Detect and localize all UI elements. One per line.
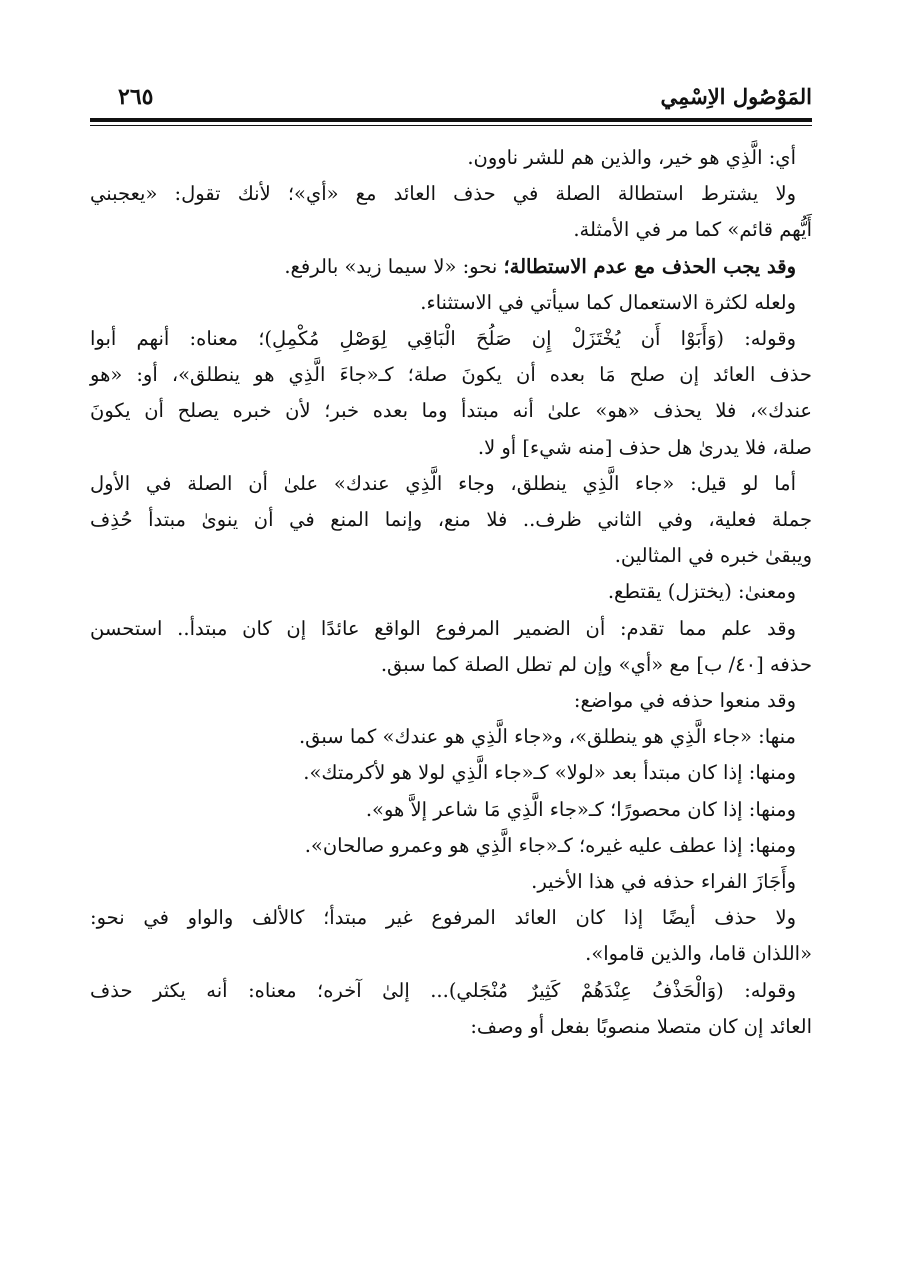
text-line: ولا حذف أيضًا إذا كان العائد المرفوع غير مبتدأ؛ كالألف والواو في نحو: — [90, 906, 796, 930]
text-line: ومعنىٰ: (يختزل) يقتطع. — [607, 580, 796, 604]
text-line: ويبقىٰ خبره في المثالين. — [614, 544, 812, 568]
page-body — [90, 140, 812, 1045]
header-rule-thin — [90, 125, 812, 126]
text-line: حذف العائد إن صلح مَا بعده أن يكونَ صلة؛ كـ«جاءَ الَّذِي هو ينطلق»، أو: «هو — [90, 363, 812, 387]
text-line: وقد علم مما تقدم: أن الضمير المرفوع الواقع عائدًا إن كان مبتدأ.. استحسن — [90, 616, 796, 640]
text-run: نحو: «لا سيما زيد» بالرفع. — [284, 254, 504, 278]
text-line: أما لو قيل: «جاء الَّذِي ينطلق، وجاء الَّذِي عندك» علىٰ أن الصلة في الأول — [90, 471, 796, 495]
book-page — [90, 70, 812, 1045]
text-line: العائد إن كان متصلا منصوبًا بفعل أو وصف: — [470, 1014, 812, 1038]
text-line — [90, 249, 812, 285]
text-line: وقوله: (وَالْحَذْفُ عِنْدَهُمْ كَثِيرٌ مُنْجَلي)... إلىٰ آخره؛ معناه: أنه يكثر حذف — [90, 978, 796, 1002]
text-line: أي: الَّذِي هو خير، والذين هم للشر ناوون. — [467, 146, 796, 169]
header-rule-thick — [90, 118, 812, 122]
running-title: المَوْصُول الاِسْمِي — [660, 84, 812, 109]
text-line: منها: «جاء الَّذِي هو ينطلق»، و«جاء الَّذِي هو عندك» كما سبق. — [298, 725, 796, 749]
text-line: أَيُّهم قائم» كما مر في الأمثلة. — [573, 218, 812, 242]
text-line: ولعله لكثرة الاستعمال كما سيأتي في الاستثناء. — [420, 290, 796, 314]
text-line: ومنها: إذا كان محصورًا؛ كـ«جاء الَّذِي مَا شاعر إلاَّ هو». — [365, 797, 796, 821]
text-line: وقوله: (وَأَبَوْا أَن يُخْتَزَلْ إِن صَلُحَ الْبَاقِي لِوَصْلِ مُكْمِلِ)؛ معناه: أنهم أبوا — [90, 327, 796, 351]
page-header — [90, 70, 812, 116]
text-line: عندك»، فلا يحذف «هو» علىٰ أنه مبتدأ وما بعده خبر؛ لأن خبره يصلح أن يكونَ — [90, 399, 812, 423]
text-line: جملة فعلية، وفي الثاني ظرف.. فلا منع، وإنما المنع في أن ينوىٰ مبتدأ حُذِف — [90, 508, 812, 532]
text-line: وأَجَازَ الفراء حذفه في هذا الأخير. — [531, 870, 796, 894]
text-line: ولا يشترط استطالة الصلة في حذف العائد مع «أي»؛ لأنك تقول: «يعجبني — [90, 182, 796, 206]
bold-phrase: وقد يجب الحذف مع عدم الاستطالة؛ — [503, 254, 796, 278]
text-line: صلة، فلا يدرىٰ هل حذف [منه شيء] أو لا. — [477, 435, 812, 459]
text-line: وقد منعوا حذفه في مواضع: — [573, 689, 796, 713]
page-number: ٢٦٥ — [118, 84, 154, 110]
text-line: ومنها: إذا عطف عليه غيره؛ كـ«جاء الَّذِي هو وعمرو صالحان». — [304, 833, 796, 857]
text-line: ومنها: إذا كان مبتدأ بعد «لولا» كـ«جاء الَّذِي لولا هو لأكرمتك». — [303, 761, 796, 785]
text-line: حذفه [٤٠/ ب] مع «أي» وإن لم تطل الصلة كما سبق. — [380, 652, 812, 676]
text-line: «اللذان قاما، والذين قاموا». — [585, 942, 812, 966]
